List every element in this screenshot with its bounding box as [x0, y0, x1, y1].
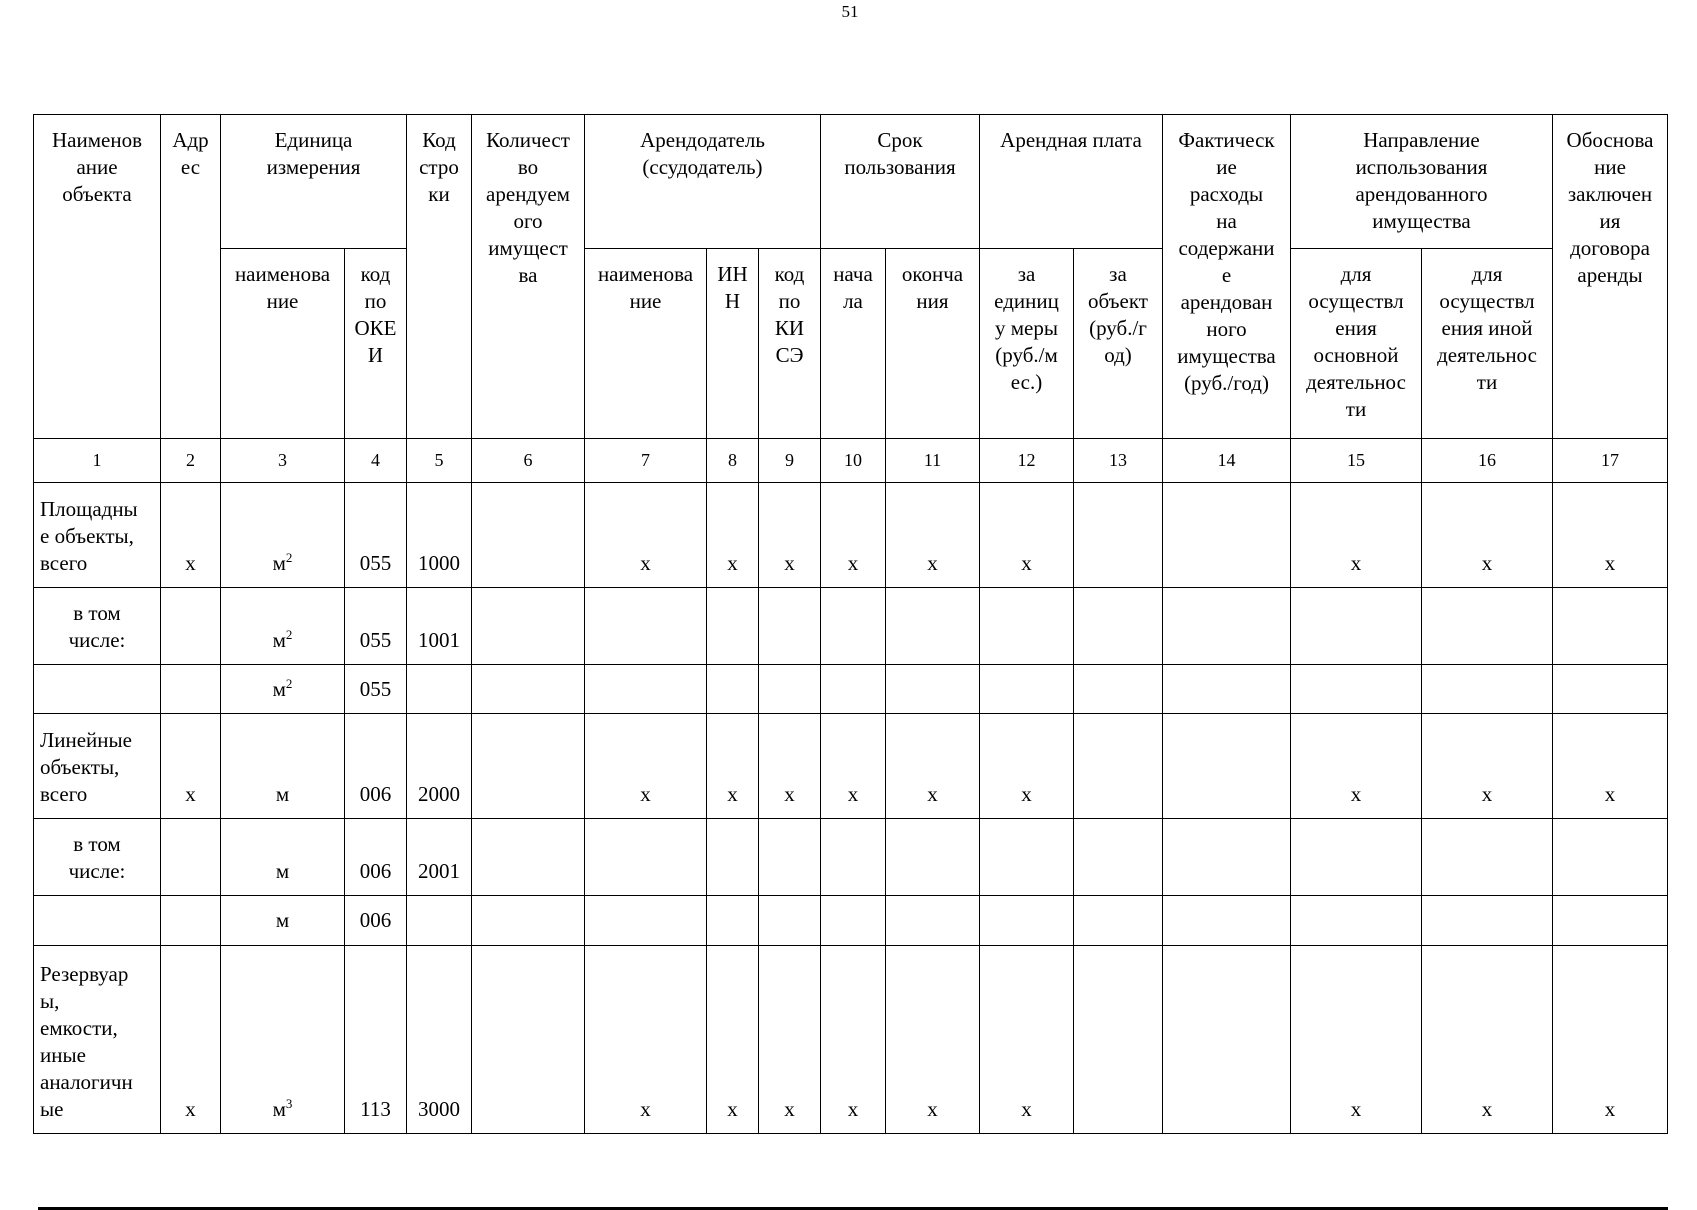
- table-cell: [979, 664, 1074, 714]
- header-rent-per-object: за объект (руб./г од): [1073, 248, 1163, 439]
- column-number: 7: [584, 438, 707, 483]
- table-cell: [1162, 482, 1291, 588]
- header-object-name: Наименов ание объекта: [33, 114, 161, 439]
- table-cell: x: [1421, 482, 1553, 588]
- table-cell: [706, 664, 759, 714]
- header-lessor-kise: код по КИ СЭ: [758, 248, 821, 439]
- table-cell: [758, 587, 821, 665]
- table-cell: x: [160, 482, 221, 588]
- unit-base: м: [272, 676, 286, 701]
- okei-code-cell: 055: [344, 664, 407, 714]
- header-usage-main: для осуществл ения основной деятельнос ти: [1290, 248, 1422, 439]
- table-cell: [1552, 664, 1668, 714]
- table-cell: [1162, 945, 1291, 1134]
- header-lessor: Арендодатель (ссудодатель): [584, 114, 821, 249]
- column-number: 1: [33, 438, 161, 483]
- table-cell: x: [1421, 713, 1553, 819]
- column-number: 3: [220, 438, 345, 483]
- unit-symbol: [276, 858, 289, 885]
- header-term-end: оконча ния: [885, 248, 980, 439]
- unit-symbol: [273, 676, 293, 703]
- unit-base: м: [275, 859, 290, 883]
- column-number: 8: [706, 438, 759, 483]
- header-line-code: Код стро ки: [406, 114, 472, 439]
- unit-name-cell: [220, 587, 345, 665]
- table-cell: [1421, 895, 1553, 946]
- table-cell: [979, 895, 1074, 946]
- column-number: 10: [820, 438, 886, 483]
- table-cell: x: [758, 482, 821, 588]
- column-number: 12: [979, 438, 1074, 483]
- unit-exponent: 3: [285, 1096, 293, 1111]
- header-usage-other: для осуществл ения иной деятельнос ти: [1421, 248, 1553, 439]
- unit-exponent: 2: [285, 550, 293, 565]
- table-cell: x: [1290, 945, 1422, 1134]
- column-number: 4: [344, 438, 407, 483]
- table-cell: [471, 895, 585, 946]
- column-number: 11: [885, 438, 980, 483]
- table-cell: [160, 895, 221, 946]
- okei-code-cell: 055: [344, 482, 407, 588]
- header-unit-okei: код по ОКЕ И: [344, 248, 407, 439]
- row-name-cell: в том числе:: [33, 818, 161, 896]
- table-cell: [820, 664, 886, 714]
- table-cell: x: [1552, 945, 1668, 1134]
- table-cell: [471, 818, 585, 896]
- table-cell: [758, 895, 821, 946]
- table-cell: [584, 587, 707, 665]
- unit-name-cell: [220, 818, 345, 896]
- unit-base: м: [272, 628, 286, 652]
- header-unit-name: наименова ние: [220, 248, 345, 439]
- table-cell: [820, 587, 886, 665]
- table-cell: [1162, 818, 1291, 896]
- header-term: Срок пользования: [820, 114, 980, 249]
- table-cell: [1162, 895, 1291, 946]
- line-code-cell: 2000: [406, 713, 472, 819]
- table-cell: x: [979, 713, 1074, 819]
- line-code-cell: 1001: [406, 587, 472, 665]
- table-cell: [584, 895, 707, 946]
- table-cell: [885, 895, 980, 946]
- table-cell: [471, 482, 585, 588]
- table-cell: [1421, 587, 1553, 665]
- table-cell: x: [1290, 482, 1422, 588]
- table-cell: [471, 713, 585, 819]
- table-cell: [471, 587, 585, 665]
- table-cell: x: [706, 482, 759, 588]
- table-cell: x: [820, 945, 886, 1134]
- unit-name-cell: [220, 482, 345, 588]
- line-code-cell: [406, 664, 472, 714]
- table-cell: [1073, 587, 1163, 665]
- table-cell: x: [1290, 713, 1422, 819]
- unit-symbol: [273, 627, 293, 654]
- table-cell: x: [584, 945, 707, 1134]
- table-cell: [979, 587, 1074, 665]
- table-cell: x: [160, 713, 221, 819]
- table-cell: x: [1552, 482, 1668, 588]
- table-cell: [1421, 664, 1553, 714]
- table-cell: [820, 895, 886, 946]
- header-rent-per-unit: за единиц у меры (руб./м ес.): [979, 248, 1074, 439]
- table-cell: [1162, 587, 1291, 665]
- okei-code-cell: 006: [344, 713, 407, 819]
- table-cell: [706, 818, 759, 896]
- okei-code-cell: 113: [344, 945, 407, 1134]
- table-cell: x: [706, 713, 759, 819]
- table-cell: [1073, 482, 1163, 588]
- unit-exponent: 2: [285, 627, 293, 642]
- line-code-cell: 2001: [406, 818, 472, 896]
- row-name-cell: Резервуар ы, емкости, иные аналогичн ые: [33, 945, 161, 1134]
- column-number: 15: [1290, 438, 1422, 483]
- column-number: 13: [1073, 438, 1163, 483]
- table-cell: x: [885, 713, 980, 819]
- table-cell: [1073, 945, 1163, 1134]
- line-code-cell: [406, 895, 472, 946]
- table-cell: [471, 664, 585, 714]
- header-address: Адр ес: [160, 114, 221, 439]
- unit-name-cell: [220, 945, 345, 1134]
- header-rent: Арендная плата: [979, 114, 1163, 249]
- table-cell: x: [706, 945, 759, 1134]
- column-number: 9: [758, 438, 821, 483]
- table-cell: x: [885, 482, 980, 588]
- table-cell: x: [979, 482, 1074, 588]
- unit-name-cell: [220, 895, 345, 946]
- table-cell: x: [979, 945, 1074, 1134]
- table-cell: x: [885, 945, 980, 1134]
- row-name-cell: в том числе:: [33, 587, 161, 665]
- unit-base: м: [275, 782, 290, 806]
- table-cell: x: [584, 713, 707, 819]
- table-cell: [979, 818, 1074, 896]
- header-lessor-name: наименова ние: [584, 248, 707, 439]
- header-actual-costs: Фактическ ие расходы на содержани е арендован ного имущества (руб./год): [1162, 114, 1291, 439]
- table-cell: [160, 818, 221, 896]
- table-cell: [1421, 818, 1553, 896]
- table-cell: [160, 587, 221, 665]
- row-name-cell: Площадны е объекты, всего: [33, 482, 161, 588]
- column-number: 6: [471, 438, 585, 483]
- page-number: 51: [841, 2, 859, 21]
- table-cell: [1162, 664, 1291, 714]
- table-cell: [1162, 713, 1291, 819]
- unit-symbol: [273, 1096, 293, 1123]
- table-cell: [1073, 818, 1163, 896]
- table-cell: x: [1421, 945, 1553, 1134]
- line-code-cell: 1000: [406, 482, 472, 588]
- unit-base: м: [272, 1097, 286, 1121]
- table-cell: x: [160, 945, 221, 1134]
- table-cell: x: [758, 713, 821, 819]
- table-cell: x: [820, 482, 886, 588]
- line-code-cell: 3000: [406, 945, 472, 1134]
- table-cell: [584, 664, 707, 714]
- unit-symbol: [273, 550, 293, 577]
- column-number: 2: [160, 438, 221, 483]
- column-number: 17: [1552, 438, 1668, 483]
- table-cell: [1290, 895, 1422, 946]
- row-name-cell: [33, 664, 161, 714]
- table-cell: [706, 895, 759, 946]
- table-cell: [885, 818, 980, 896]
- table-cell: [1073, 895, 1163, 946]
- table-cell: [1552, 587, 1668, 665]
- table-cell: [471, 945, 585, 1134]
- table-cell: [1073, 664, 1163, 714]
- table-cell: [885, 587, 980, 665]
- header-term-start: нача ла: [820, 248, 886, 439]
- header-usage-direction: Направление использования арендованного имущества: [1290, 114, 1553, 249]
- table-cell: x: [584, 482, 707, 588]
- column-number: 14: [1162, 438, 1291, 483]
- table-cell: [1552, 818, 1668, 896]
- row-name-cell: Линейные объекты, всего: [33, 713, 161, 819]
- table-cell: [758, 818, 821, 896]
- table-cell: [758, 664, 821, 714]
- header-lease-justification: Обоснова ние заключен ия договора аренды: [1552, 114, 1668, 439]
- unit-name-cell: [220, 713, 345, 819]
- table-cell: x: [758, 945, 821, 1134]
- table-cell: [1552, 895, 1668, 946]
- okei-code-cell: 006: [344, 818, 407, 896]
- header-lessor-inn: ИН Н: [706, 248, 759, 439]
- table-cell: [584, 818, 707, 896]
- table-cell: [160, 664, 221, 714]
- okei-code-cell: 055: [344, 587, 407, 665]
- column-number: 16: [1421, 438, 1553, 483]
- header-quantity: Количест во арендуем ого имущест ва: [471, 114, 585, 439]
- table-cell: x: [1552, 713, 1668, 819]
- table-cell: [1290, 664, 1422, 714]
- unit-name-cell: [220, 664, 345, 714]
- okei-code-cell: 006: [344, 895, 407, 946]
- table-cell: [885, 664, 980, 714]
- row-name-cell: [33, 895, 161, 946]
- column-number: 5: [406, 438, 472, 483]
- table-cell: [1073, 713, 1163, 819]
- unit-base: м: [275, 908, 290, 932]
- table-cell: [1290, 818, 1422, 896]
- table-cell: [1290, 587, 1422, 665]
- unit-base: м: [272, 551, 286, 575]
- header-unit: Единица измерения: [220, 114, 407, 249]
- unit-exponent: 2: [285, 675, 293, 691]
- table-cell: [706, 587, 759, 665]
- unit-symbol: [276, 907, 289, 934]
- table-cell: x: [820, 713, 886, 819]
- table-cell: [820, 818, 886, 896]
- unit-symbol: [276, 781, 289, 808]
